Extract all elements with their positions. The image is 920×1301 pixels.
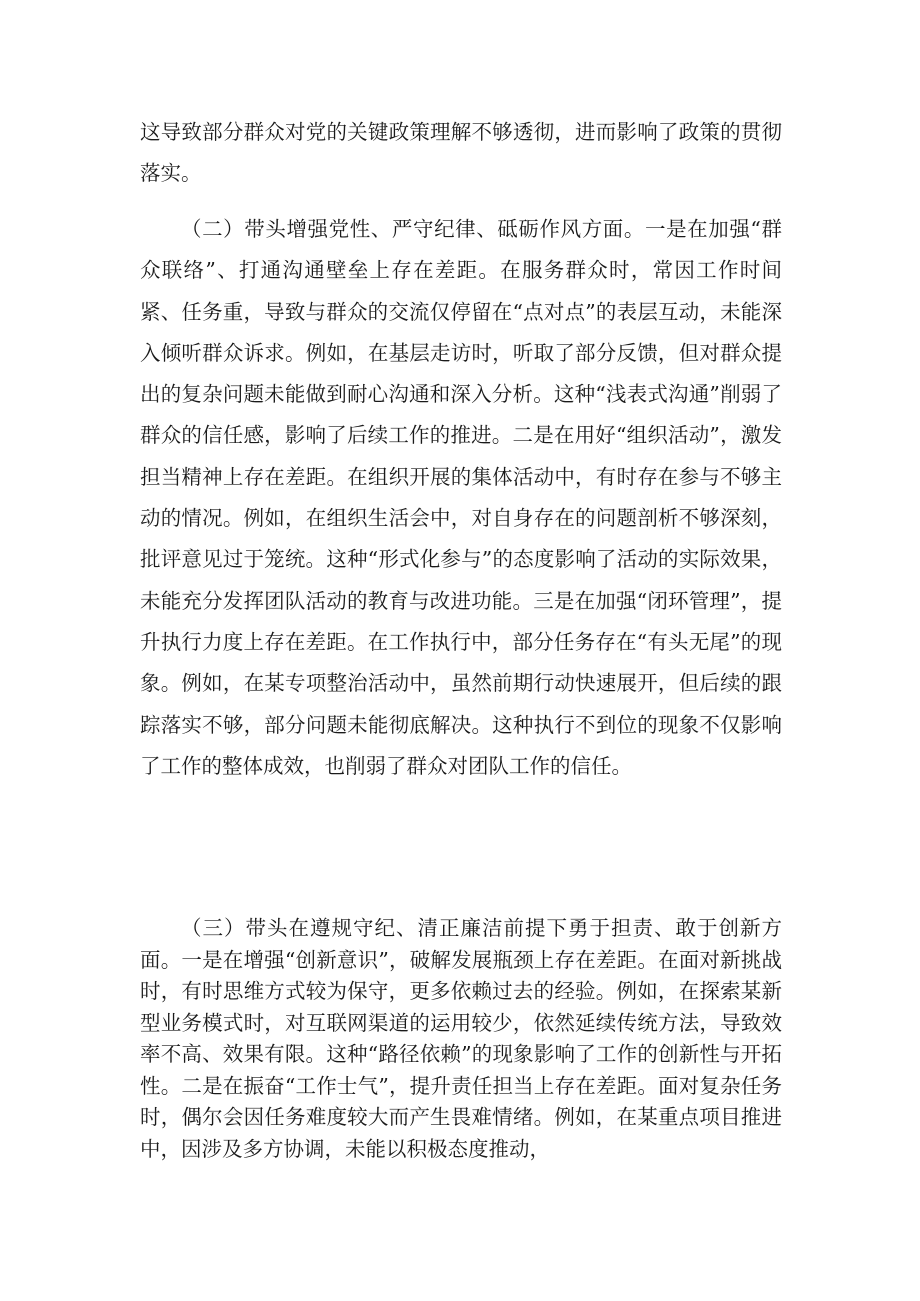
- paragraph-section-two: （二）带头增强党性、严守纪律、砥砺作风方面。一是在加强“群众联络”、打通沟通壁垒上存在差距。在服务群众时，常因工作时间紧、任务重，导致与群众的交流仅停留在“点对点”的表层互动，未能深入倾听群众诉求。例如，在基层走访时，听取了部分反馈，但对群众提出的复杂问题未能做到耐心沟通和深入分析。这种“浅表式沟通”削弱了群众的信任感，影响了后续工作的推进。二是在用好“组织活动”，激发担当精神上存在差距。在组织开展的集体活动中，有时存在参与不够主动的情况。例如，在组织生活会中，对自身存在的问题剖析不够深刻，批评意见过于笼统。这种“形式化参与”的态度影响了活动的实际效果，未能充分发挥团队活动的教育与改进功能。三是在加强“闭环管理”，提升执行力度上存在差距。在工作执行中，部分任务存在“有头无尾”的现象。例如，在某专项整治活动中，虽然前期行动快速展开，但后续的跟踪落实不够，部分问题未能彻底解决。这种执行不到位的现象不仅影响了工作的整体成效，也削弱了群众对团队工作的信任。: [140, 217, 782, 778]
- paragraph-section-three: （三）带头在遵规守纪、清正廉洁前提下勇于担责、敢于创新方面。一是在增强“创新意识”，破解发展瓶颈上存在差距。在面对新挑战时，有时思维方式较为保守，更多依赖过去的经验。例如，在探索某新型业务模式时，对互联网渠道的运用较少，依然延续传统方法，导致效率不高、效果有限。这种“路径依赖”的现象影响了工作的创新性与开拓性。二是在振奋“工作士气”，提升责任担当上存在差距。面对复杂任务时，偶尔会因任务难度较大而产生畏难情绪。例如，在某重点项目推进中，因涉及多方协调，未能以积极态度推动，: [140, 916, 782, 1161]
- paragraph-continued: 这导致部分群众对党的关键政策理解不够透彻，进而影响了政策的贯彻落实。: [140, 120, 782, 185]
